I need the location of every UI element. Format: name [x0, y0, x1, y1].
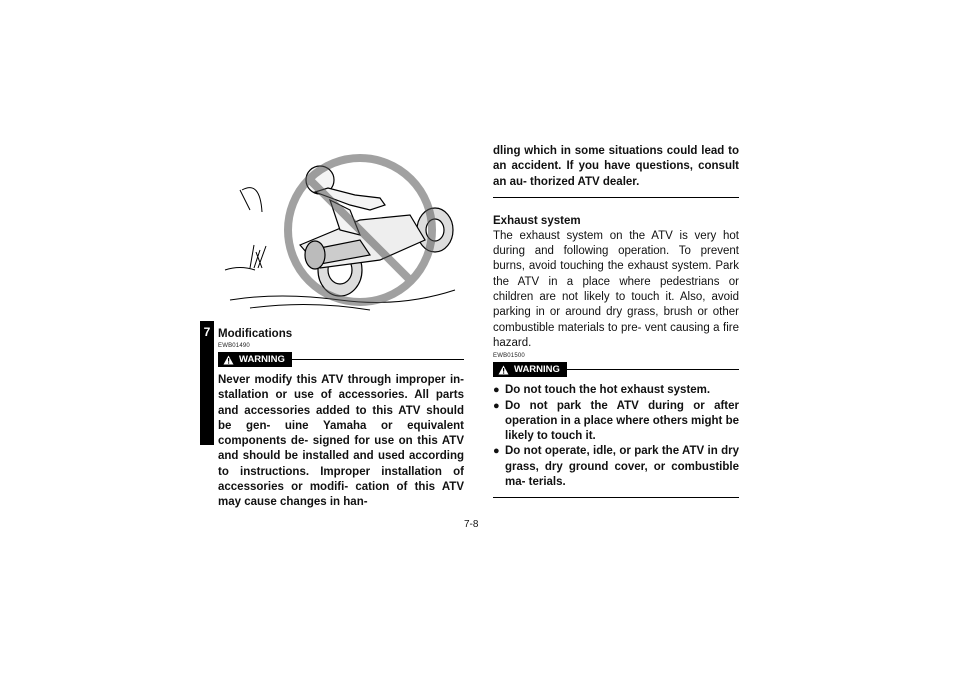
warning-rule — [567, 369, 739, 370]
bullet-icon: ● — [493, 399, 500, 412]
chapter-tab: 7 — [200, 321, 214, 445]
warning-label: WARNING — [514, 364, 560, 376]
list-item: ● Do not touch the hot exhaust system. — [493, 383, 739, 398]
bullet-icon: ● — [493, 445, 500, 458]
left-column — [218, 327, 464, 511]
warning-label: WARNING — [239, 354, 285, 365]
warning-badge — [218, 352, 292, 367]
exhaust-warning-header — [493, 362, 739, 377]
exhaust-warning-list — [493, 383, 739, 490]
modifications-code: EWB01490 — [218, 343, 250, 349]
exhaust-body: The exhaust system on the ATV is very hot during and following operation. To prevent burns, avoid touching the exhaust system. Park the ATV in a place where pedestrians or children are not likely to touch it. Also, avoid parking in or around dry grass, brush or other combustible materials to pre- vent causing a fire hazard. — [493, 229, 739, 349]
warning-end-rule — [493, 197, 739, 198]
exhaust-code: EWB01500 — [493, 353, 525, 360]
modifications-warning-header — [218, 352, 464, 367]
bullet-icon: ● — [493, 384, 500, 397]
modifications-warning-text: Never modify this ATV through improper in- stallation or use of accessories. All parts and accessories added to this ATV should be gen- uine Yamaha or equivalent components de- signed for use on this ATV and should be installed and used according to instructions. Improper installation of accessories or modifi- cation of this ATV may cause changes in han- — [218, 374, 464, 509]
warning-end-rule — [493, 497, 739, 498]
list-item: ● Do not operate, idle, or park the ATV in dry grass, dry ground cover, or combustible ma- terials. — [493, 444, 739, 490]
modifications-warning-continued: dling which in some situations could lead to an accident. If you have questions, consult an au- thorized ATV dealer. — [493, 145, 739, 188]
list-item: ● Do not park the ATV during or after operation in a place where others might be likely to touch it. — [493, 399, 739, 445]
page-number: 7-8 — [464, 519, 479, 530]
exhaust-title: Exhaust system — [493, 214, 581, 227]
warning-rule — [292, 359, 464, 360]
no-riding-in-dry-grass-illustration — [220, 150, 460, 320]
warning-triangle-icon — [498, 365, 509, 375]
modifications-title: Modifications — [218, 328, 293, 340]
warning-badge — [493, 362, 567, 377]
warning-triangle-icon — [223, 355, 234, 365]
right-column — [493, 144, 739, 498]
